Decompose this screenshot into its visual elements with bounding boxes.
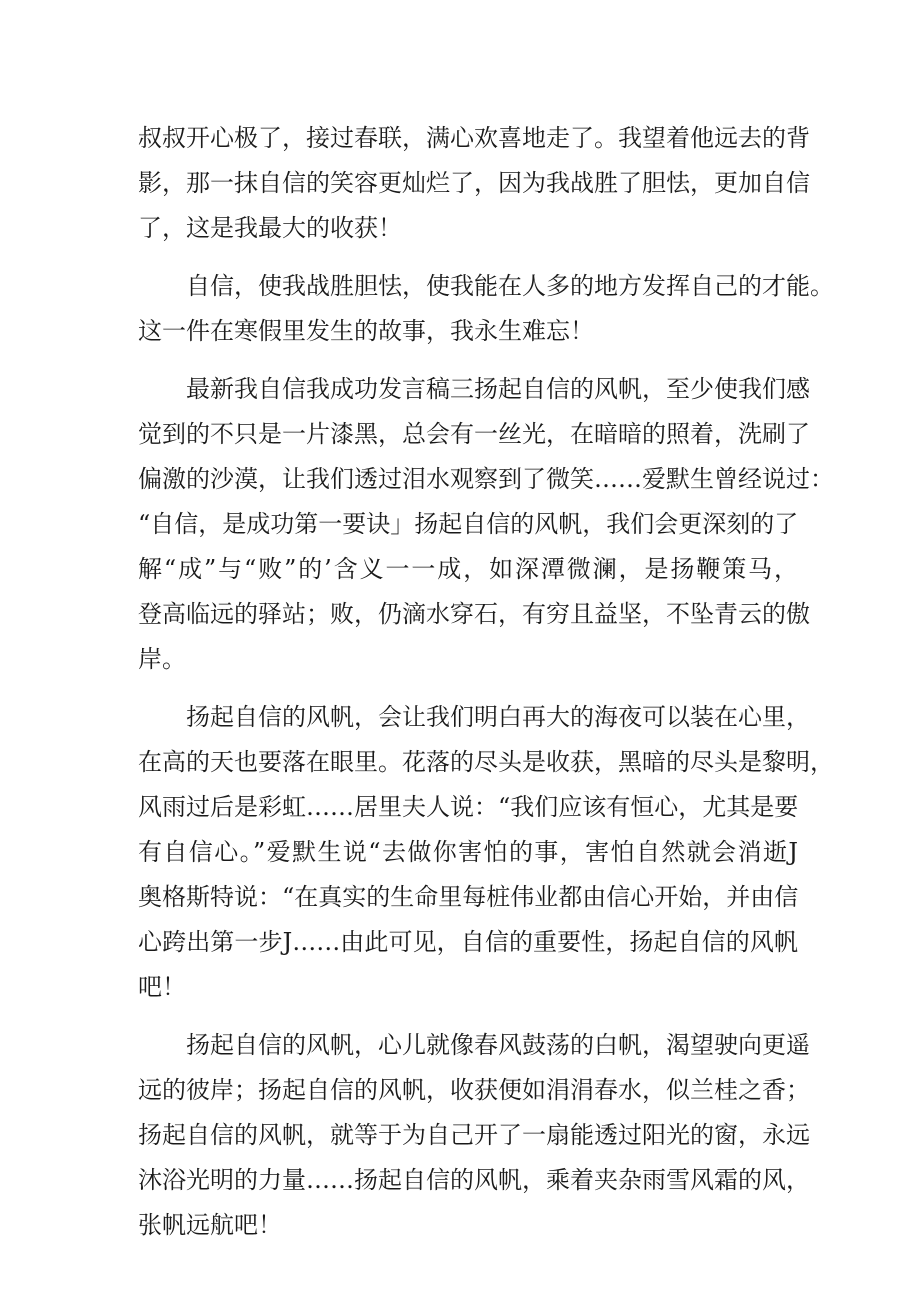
paragraph-line: 这一件在寒假里发生的故事，我永生难忘！ (138, 317, 594, 345)
paragraph-line: 扬起自信的风帆，心儿就像春风鼓荡的白帆，渴望驶向更遥 (186, 1031, 810, 1059)
paragraph-4 (138, 695, 834, 1010)
paragraph-line: 沐浴光明的力量……扬起自信的风帆，乘着夹杂雨雪风霜的风， (138, 1166, 810, 1194)
paragraph-line: 张帆远航吧！ (138, 1211, 282, 1239)
paragraph-line: 远的彼岸；扬起自信的风帆，收获便如涓涓春水，似兰桂之香； (138, 1076, 810, 1104)
document-body (138, 116, 834, 1248)
paragraph-line: “自信，是成功第一要诀」扬起自信的风帆，我们会更深刻的了 (138, 510, 799, 538)
paragraph-5 (138, 1023, 810, 1248)
paragraph-line: 风雨过后是彩虹……居里夫人说：“我们应该有恒心，尤其是要 (138, 793, 799, 821)
paragraph-line: 吧！ (138, 973, 186, 1001)
paragraph-line: 解“成”与“败”的’含义一一成，如深潭微澜，是扬鞭策马， (138, 555, 798, 583)
paragraph-1 (138, 116, 810, 251)
paragraph-line: 扬起自信的风帆，会让我们明白再大的海夜可以装在心里， (186, 703, 810, 731)
paragraph-line: 奥格斯特说：“在真实的生命里每桩伟业都由信心开始，并由信 (138, 883, 799, 911)
paragraph-line: 心跨出第一步J……由此可见，自信的重要性，扬起自信的风帆 (138, 928, 798, 956)
paragraph-3 (138, 367, 834, 682)
paragraph-line: 最新我自信我成功发言稿三扬起自信的风帆，至少使我们感 (186, 375, 810, 403)
paragraph-line: 叔叔开心极了，接过春联，满心欢喜地走了。我望着他远去的背 (138, 124, 810, 152)
paragraph-line: 在高的天也要落在眼里。花落的尽头是收获，黑暗的尽头是黎明， (138, 748, 834, 776)
paragraph-line: 自信，使我战胜胆怯，使我能在人多的地方发挥自己的才能。 (186, 272, 834, 300)
paragraph-line: 登高临远的驿站；败，仍滴水穿石，有穷且益坚，不坠青云的傲 (138, 600, 810, 628)
paragraph-line: 偏激的沙漠，让我们透过泪水观察到了微笑……爱默生曾经说过： (138, 465, 834, 493)
paragraph-2 (138, 264, 834, 354)
paragraph-line: 扬起自信的风帆，就等于为自己开了一扇能透过阳光的窗，永远 (138, 1121, 810, 1149)
paragraph-line: 了，这是我最大的收获！ (138, 214, 402, 242)
paragraph-line: 有自信心。”爱默生说“去做你害怕的事，害怕自然就会消逝J (138, 838, 798, 866)
paragraph-line: 岸。 (138, 645, 186, 673)
paragraph-line: 影，那一抹自信的笑容更灿烂了，因为我战胜了胆怯，更加自信 (138, 169, 810, 197)
paragraph-line: 觉到的不只是一片漆黑，总会有一丝光，在暗暗的照着，洗刷了 (138, 420, 810, 448)
